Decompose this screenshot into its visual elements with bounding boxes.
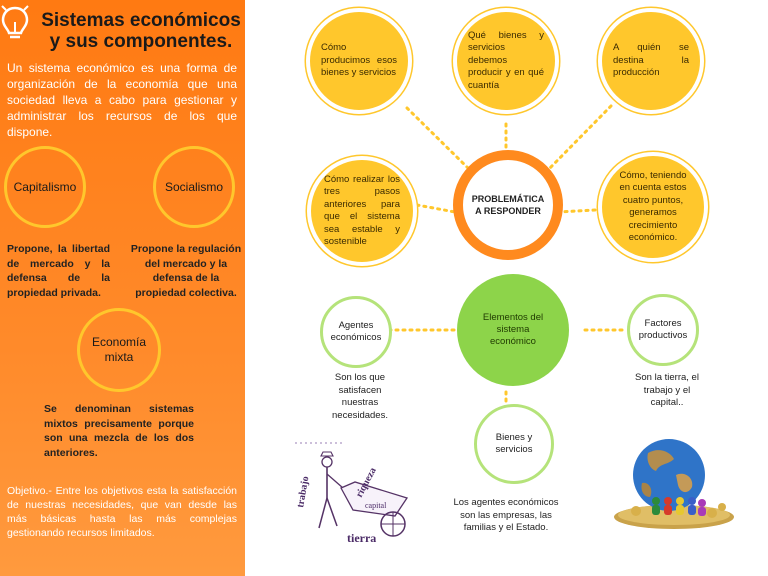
q1-text: Cómo producimos esos bienes y servicios <box>321 42 397 79</box>
question-como-realizar <box>307 156 417 266</box>
question-como-producimos <box>306 8 412 114</box>
q3-text: A quién se destina la producción <box>613 42 689 79</box>
economia-mixta-label: Economía mixta <box>91 335 147 364</box>
q4-text: Cómo realizar los tres pasos anteriores para que el sistema sea estable y sostenible <box>324 173 400 247</box>
question-que-bienes <box>453 8 559 114</box>
bienes-circle <box>474 404 554 484</box>
socialismo-circle <box>153 146 235 228</box>
bienes-label: Bienes y servicios <box>495 432 533 455</box>
question-crecimiento <box>598 152 708 262</box>
factores-circle <box>627 294 699 366</box>
page-title: Sistemas económicos y sus componentes. <box>41 10 241 52</box>
word-tierra: tierra <box>347 531 377 545</box>
economia-mixta-circle <box>77 308 161 392</box>
agentes-desc: Son los que satisfacen nuestras necesidades. <box>332 372 388 421</box>
problematica-label: PROBLEMÁTICA A RESPONDER <box>471 194 545 216</box>
capitalismo-circle <box>4 146 86 228</box>
socialismo-desc: Propone la regulación del mercado y la defensa de la propiedad colectiva. <box>130 243 242 299</box>
word-capital: capital <box>365 501 387 510</box>
problematica-center <box>453 150 563 260</box>
intro-text: Un sistema económico es una forma de organización de la economía que una sociedad lleva a cabo para gestionar y administrar los recursos de los que dispone. <box>7 61 237 139</box>
factores-label: Factores productivos <box>638 318 688 341</box>
lightbulb-icon <box>0 2 30 42</box>
factores-desc: Son la tierra, el trabajo y el capital.. <box>635 372 699 408</box>
mixta-desc: Se denominan sistemas mixtos precisamente porque son una mezcla de los dos anteriores. <box>44 403 194 459</box>
objetivo-text: Objetivo.- Entre los objetivos esta la satisfacción de nuestras necesidades, que van desde las más básicas hasta las más complejas gestionando recursos limitados. <box>7 485 237 539</box>
wheelbarrow-illustration <box>295 440 420 545</box>
q5-text: Cómo, teniendo en cuenta estos cuatro puntos, generamos crecimiento económico. <box>619 169 687 243</box>
bienes-desc: Los agentes económicos son las empresas, las familias y el Estado. <box>453 497 559 533</box>
elementos-center <box>457 274 569 386</box>
capitalismo-desc: Propone, la libertad de mercado y la defensa de la propiedad privada. <box>7 243 110 299</box>
socialismo-label: Socialismo <box>164 180 224 194</box>
word-riqueza: riqueza <box>353 465 379 500</box>
question-a-quien <box>598 8 704 114</box>
word-trabajo: trabajo <box>295 475 312 509</box>
elementos-label: Elementos del sistema económico <box>482 312 544 347</box>
globe-coins-illustration <box>608 435 740 535</box>
agentes-label: Agentes económicos <box>330 320 382 343</box>
agentes-circle <box>320 296 392 368</box>
q2-text: Qué bienes y servicios debemos producir y en qué cuantía <box>468 29 544 91</box>
capitalismo-label: Capitalismo <box>13 180 77 194</box>
